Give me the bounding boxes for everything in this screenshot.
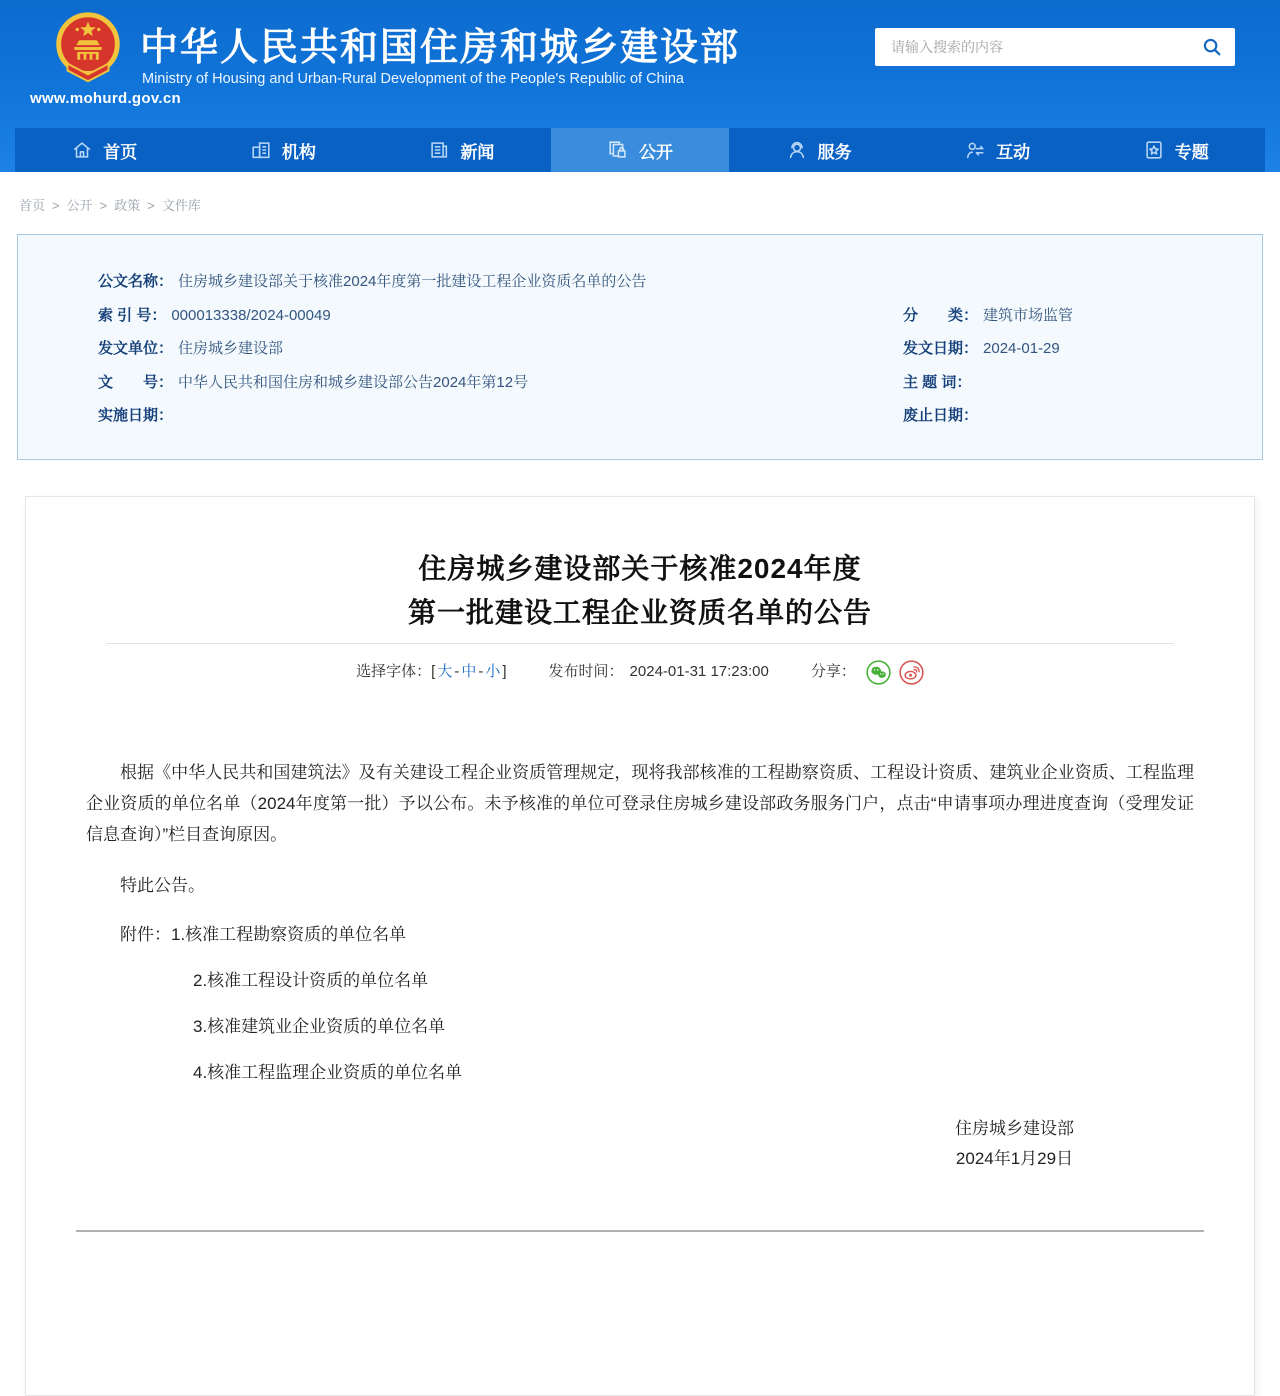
nav-label: 互动: [996, 142, 1031, 162]
font-size-medium[interactable]: 中: [461, 663, 477, 680]
nav-label: 专题: [1174, 142, 1209, 162]
article-paragraph: 根据《中华人民共和国建筑法》及有关建设工程企业资质管理规定，现将我部核准的工程勘察资质、工程设计资质、建筑业企业资质、工程监理企业资质的单位名单（2024年度第一批）予以公布。未予核准的单位可登录住房城乡建设部政务服务门户，点击“申请事项办理进度查询（受理发证信息查询）”栏目查询原因。: [86, 762, 1194, 844]
meta-field-category: [903, 299, 1242, 333]
font-size-small[interactable]: 小: [485, 663, 501, 680]
nav-label: 机构: [281, 142, 316, 162]
attachments-head: [86, 919, 1194, 950]
article-container: [25, 496, 1255, 1396]
article-notice: 特此公告。: [120, 875, 205, 895]
nav-item-service[interactable]: [729, 128, 908, 172]
article-title-line1: 住房城乡建设部关于核准2024年度: [418, 552, 862, 584]
title-divider: [106, 643, 1174, 644]
breadcrumb-disclosure[interactable]: 公开: [66, 198, 93, 213]
site-title-en: Ministry of Housing and Urban-Rural Development of the People's Republic of China: [142, 71, 684, 87]
meta-label: 发文日期：: [903, 340, 979, 357]
breadcrumb-separator: >: [99, 198, 108, 213]
attachment-link-2[interactable]: 2.核准工程设计资质的单位名单: [193, 970, 429, 990]
font-selector-label: 选择字体：: [356, 663, 432, 680]
site-url: www.mohurd.gov.cn: [30, 90, 181, 107]
signature-date: 2024年1月29日: [955, 1148, 1074, 1168]
nav-item-news[interactable]: [372, 128, 551, 172]
meta-value: 000013338/2024-00049: [171, 306, 331, 324]
font-selector-close-bracket: ]: [502, 663, 507, 680]
attachment-link-3[interactable]: 3.核准建筑业企业资质的单位名单: [193, 1016, 446, 1036]
home-icon: [71, 139, 93, 161]
meta-value: 建筑市场监管: [983, 306, 1074, 324]
attachment-link-4[interactable]: 4.核准工程监理企业资质的单位名单: [193, 1062, 463, 1082]
meta-value: 住房城乡建设部: [178, 340, 284, 357]
attachments-label: 附件：: [120, 924, 171, 944]
article-meta-bar: [86, 660, 1194, 685]
meta-label: 主 题 词：: [903, 373, 972, 391]
meta-value: 2024-01-29: [983, 340, 1060, 357]
site-title-cn: 中华人民共和国住房和城乡建设部: [140, 27, 741, 69]
signature-org: 住房城乡建设部: [955, 1118, 1074, 1138]
nav-item-interaction[interactable]: [908, 128, 1087, 172]
share-wechat-button[interactable]: [866, 660, 891, 685]
nav-label: 首页: [103, 142, 138, 162]
signature-block: [955, 1114, 1074, 1174]
meta-label: 索 引 号：: [98, 306, 167, 324]
share-weibo-button[interactable]: [899, 660, 924, 685]
weibo-icon: [899, 660, 924, 685]
breadcrumb-separator: >: [147, 198, 155, 213]
document-meta-panel: [17, 234, 1263, 460]
nav-item-disclosure[interactable]: [551, 128, 730, 172]
nav-label: 新闻: [460, 142, 495, 162]
meta-field-subject: [903, 366, 1242, 400]
search-button[interactable]: [1189, 28, 1235, 66]
attachment-link-1[interactable]: 1.核准工程勘察资质的单位名单: [171, 924, 407, 944]
site-header: [0, 0, 1280, 172]
nav-item-home[interactable]: [15, 128, 194, 172]
service-headset-icon: [786, 139, 808, 161]
news-icon: [428, 139, 450, 161]
font-selector-dash: -: [478, 663, 484, 680]
meta-label: 废止日期：: [903, 407, 979, 424]
nav-item-topics[interactable]: [1086, 128, 1265, 172]
meta-field-doc-no: [98, 366, 903, 400]
disclosure-docs-icon: [607, 139, 629, 161]
meta-field-impl-date: [98, 399, 903, 433]
meta-field-name: [98, 265, 903, 299]
search-box: [875, 28, 1235, 66]
nav-label: 服务: [817, 142, 852, 162]
breadcrumb: [11, 172, 1269, 234]
organization-icon: [250, 139, 272, 161]
meta-label: 公文名称：: [98, 273, 174, 290]
font-selector-open-bracket: [: [431, 663, 436, 680]
bottom-divider: [76, 1230, 1204, 1232]
meta-field-pub-date: [903, 332, 1242, 366]
nav-label: 公开: [639, 142, 674, 162]
meta-field-org: [98, 332, 903, 366]
font-size-large[interactable]: 大: [437, 663, 453, 680]
search-icon: [1201, 36, 1223, 58]
breadcrumb-home[interactable]: 首页: [19, 198, 46, 213]
meta-value: 中华人民共和国住房和城乡建设部公告2024年第12号: [178, 373, 529, 391]
meta-label: 文 号：: [98, 373, 174, 391]
breadcrumb-policy[interactable]: 政策: [114, 198, 141, 213]
article-title-line2: 第一批建设工程企业资质名单的公告: [407, 596, 872, 628]
breadcrumb-current: 文件库: [161, 198, 201, 213]
font-selector-dash: -: [454, 663, 460, 680]
meta-label: 发文单位：: [98, 340, 174, 357]
topics-star-icon: [1143, 139, 1165, 161]
meta-label: 分 类：: [903, 306, 979, 324]
article-title: [86, 547, 1194, 635]
share-label: 分享：: [810, 663, 856, 680]
meta-field-repeal-date: [903, 399, 1242, 433]
publish-time-label: 发布时间：: [548, 663, 624, 680]
share-icons: [866, 660, 924, 685]
wechat-icon: [866, 660, 891, 685]
article-body: [86, 757, 1194, 1174]
interaction-arrows-icon: [964, 139, 986, 161]
meta-label: 实施日期：: [98, 407, 174, 424]
breadcrumb-separator: >: [52, 198, 60, 213]
search-input[interactable]: [875, 28, 1189, 66]
nav-item-organization[interactable]: [194, 128, 373, 172]
meta-field-index: [98, 299, 903, 333]
meta-value: 住房城乡建设部关于核准2024年度第一批建设工程企业资质名单的公告: [178, 273, 647, 290]
publish-time-value: 2024-01-31 17:23:00: [629, 663, 769, 680]
main-nav: [15, 128, 1265, 172]
national-emblem-icon: [50, 8, 126, 90]
